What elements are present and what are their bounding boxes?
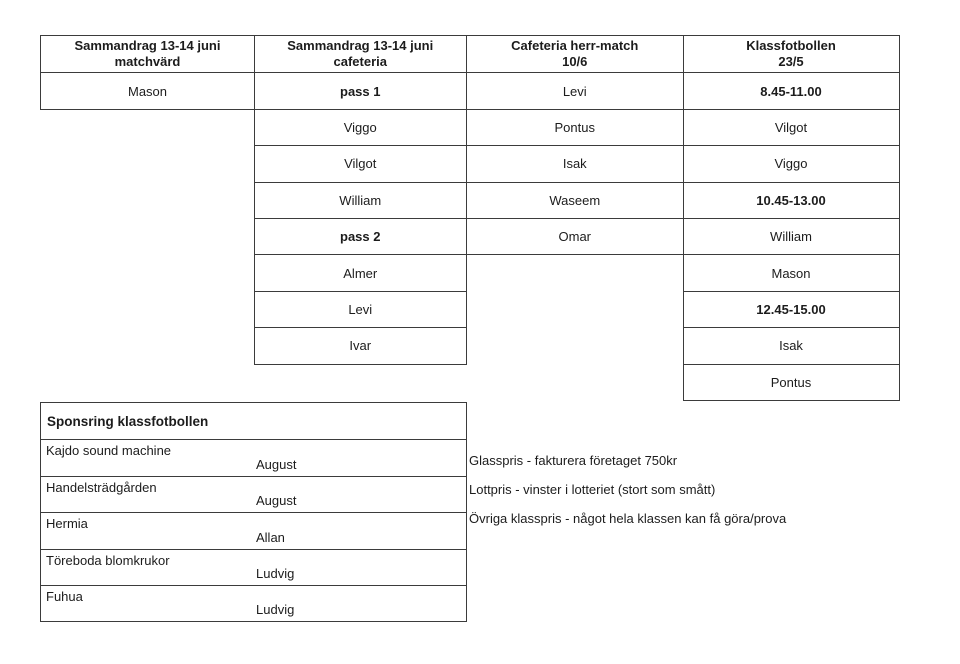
sponsor-name: Hermia [46,516,88,532]
table-cell: 10.45-13.00 [684,182,899,218]
sponsor-table [40,402,467,622]
table-matchvard [40,35,255,110]
table-header-line1: Sammandrag 13-14 juni [74,38,221,54]
table-cell: pass 2 [255,218,467,254]
sponsor-name: Töreboda blomkrukor [46,552,170,568]
table-cell: William [684,218,899,254]
table-cell: Viggo [684,145,899,181]
sponsor-name: Fuhua [46,588,83,604]
table-cell: Isak [467,145,684,181]
table-header-matchvard [41,36,254,72]
sponsor-row [41,585,466,621]
table-cell: Ivar [255,327,467,363]
note-lottpris: Lottpris - vinster i lotteriet (stort som smått) [469,482,716,497]
table-header-line2: 10/6 [562,54,588,70]
sponsor-contact-person: August [256,456,297,472]
note-ovriga-klasspris: Övriga klasspris - något hela klassen kan få göra/prova [469,511,787,526]
table-cell: Pontus [684,364,899,400]
table-cell: Pontus [467,109,684,145]
table-header-line2: matchvärd [114,54,181,70]
sponsor-row [41,439,466,475]
note-glasspris: Glasspris - fakturera företaget 750kr [469,453,678,468]
table-cell: pass 1 [255,72,467,108]
sponsor-contact-person: Ludvig [256,565,295,581]
table-cell: 12.45-15.00 [684,291,899,327]
table-cafeteria [254,35,468,365]
table-cell: Omar [467,218,684,254]
table-cell: 8.45-11.00 [684,72,899,108]
table-header-line2: 23/5 [778,54,804,70]
table-cell: Levi [255,291,467,327]
sponsor-contact-person: August [256,493,297,509]
table-cell: Almer [255,254,467,290]
table-cell: Viggo [255,109,467,145]
table-cell: Mason [684,254,899,290]
sponsor-contact-person: Allan [256,529,285,545]
table-header-klassfotbollen [684,36,899,72]
table-header-line2: cafeteria [333,54,387,70]
table-cell: Mason [41,72,254,108]
sponsor-name: Kajdo sound machine [46,443,172,459]
sponsor-row [41,476,466,512]
sponsor-contact-person: Ludvig [256,602,295,618]
table-cell: Vilgot [255,145,467,181]
table-header-cafeteria [255,36,467,72]
table-cell: Levi [467,72,684,108]
sponsor-row [41,512,466,548]
table-header-line1: Sammandrag 13-14 juni [287,38,434,54]
table-header-cafeteria-herr-match [467,36,684,72]
table-cafeteria-herr-match [466,35,685,255]
table-header-line1: Klassfotbollen [746,38,836,54]
table-cell: Waseem [467,182,684,218]
table-cell: William [255,182,467,218]
table-klassfotbollen [683,35,900,401]
sponsor-name: Handelsträdgården [46,479,157,495]
table-header-line1: Cafeteria herr-match [511,38,639,54]
table-cell: Vilgot [684,109,899,145]
table-cell: Isak [684,327,899,363]
sponsor-table-title: Sponsring klassfotbollen [47,413,209,429]
sponsor-table-rows [41,439,466,621]
sponsor-row [41,549,466,585]
